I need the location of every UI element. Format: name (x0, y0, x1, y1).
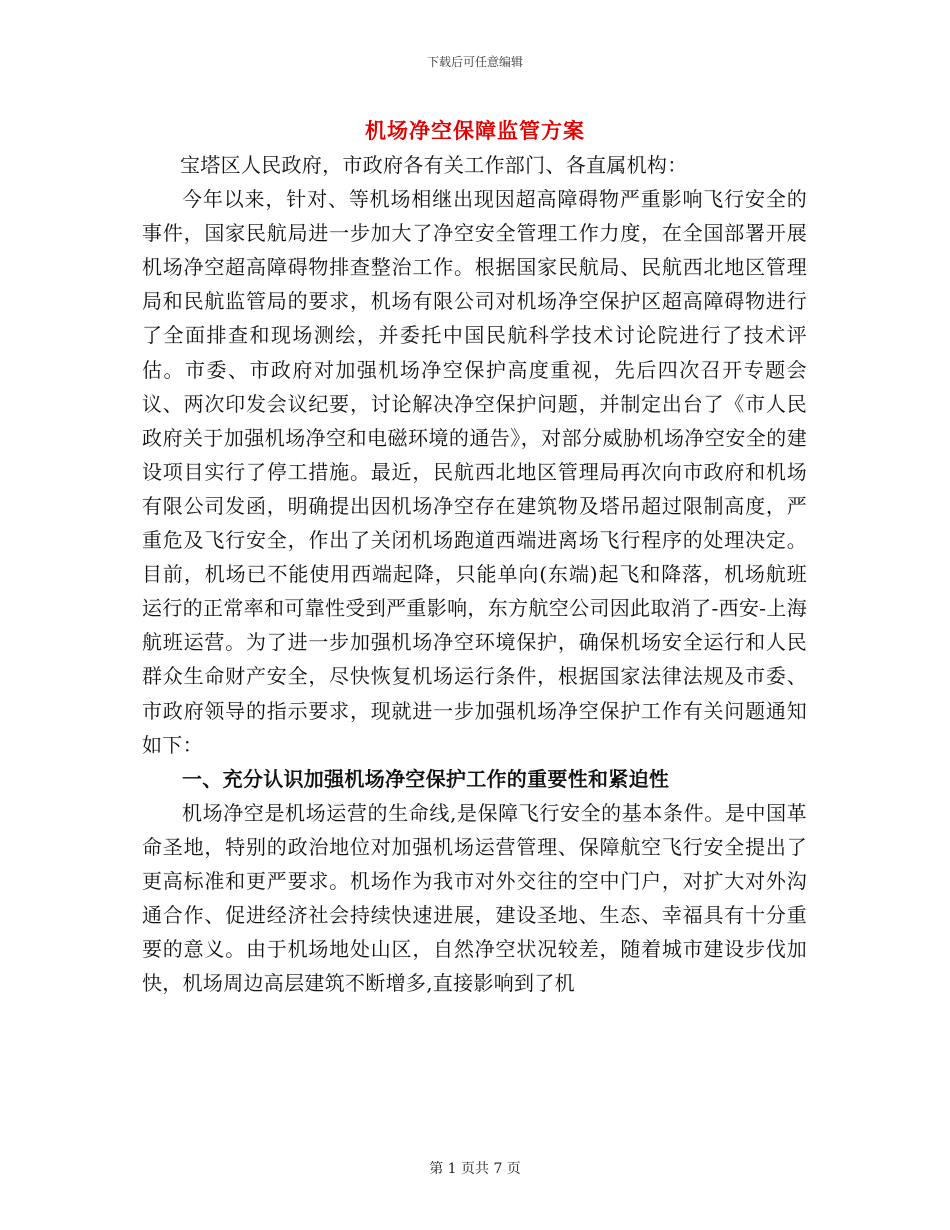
document-title: 机场净空保障监管方案 (365, 118, 585, 143)
page-number-footer: 第 1 页共 7 页 (429, 1161, 521, 1177)
header-note: 下载后可任意编辑 (426, 55, 523, 69)
document-body (142, 148, 807, 1000)
paragraph-intro: 今年以来，针对、等机场相继出现因超高障碍物严重影响飞行安全的事件，国家民航局进一步加大了净空安全管理工作力度，在全国部署开展机场净空超高障碍物排查整治工作。根据国家民航局、民航西北地区管理局和民航监管局的要求，机场有限公司对机场净空保护区超高障碍物进行了全面排查和现场测绘，并委托中国民航科学技术讨论院进行了技术评估。市委、市政府对加强机场净空保护高度重视，先后四次召开专题会议、两次印发会议纪要，讨论解决净空保护问题，并制定出台了《市人民政府关于加强机场净空和电磁环境的通告》，对部分威胁机场净空安全的建设项目实行了停工措施。最近，民航西北地区管理局再次向市政府和机场有限公司发函，明确提出因机场净空存在建筑物及塔吊超过限制高度，严重危及飞行安全，作出了关闭机场跑道西端进离场飞行程序的处理决定。目前，机场已不能使用西端起降，只能单向(东端)起飞和降落，机场航班运行的正常率和可靠性受到严重影响，东方航空公司因此取消了-西安-上海航班运营。为了进一步加强机场净空环境保护，确保机场安全运行和人民群众生命财产安全，尽快恢复机场运行条件，根据国家法律法规及市委、市政府领导的指示要求，现就进一步加强机场净空保护工作有关问题通知如下： (142, 187, 807, 757)
section-heading-1: 一、充分认识加强机场净空保护工作的重要性和紧迫性 (182, 766, 670, 791)
paragraph-section-1: 机场净空是机场运营的生命线,是保障飞行安全的基本条件。是中国革命圣地，特别的政治地位对加强机场运营管理、保障航空飞行安全提出了更高标准和更严要求。机场作为我市对外交往的空中门户，对扩大对外沟通合作、促进经济社会持续快速进展，建设圣地、生态、幸福具有十分重要的意义。由于机场地处山区，自然净空状况较差，随着城市建设步伐加快，机场周边高层建筑不断增多,直接影响到了机 (142, 800, 807, 996)
salutation: 宝塔区人民政府，市政府各有关工作部门、各直属机构： (180, 153, 688, 177)
